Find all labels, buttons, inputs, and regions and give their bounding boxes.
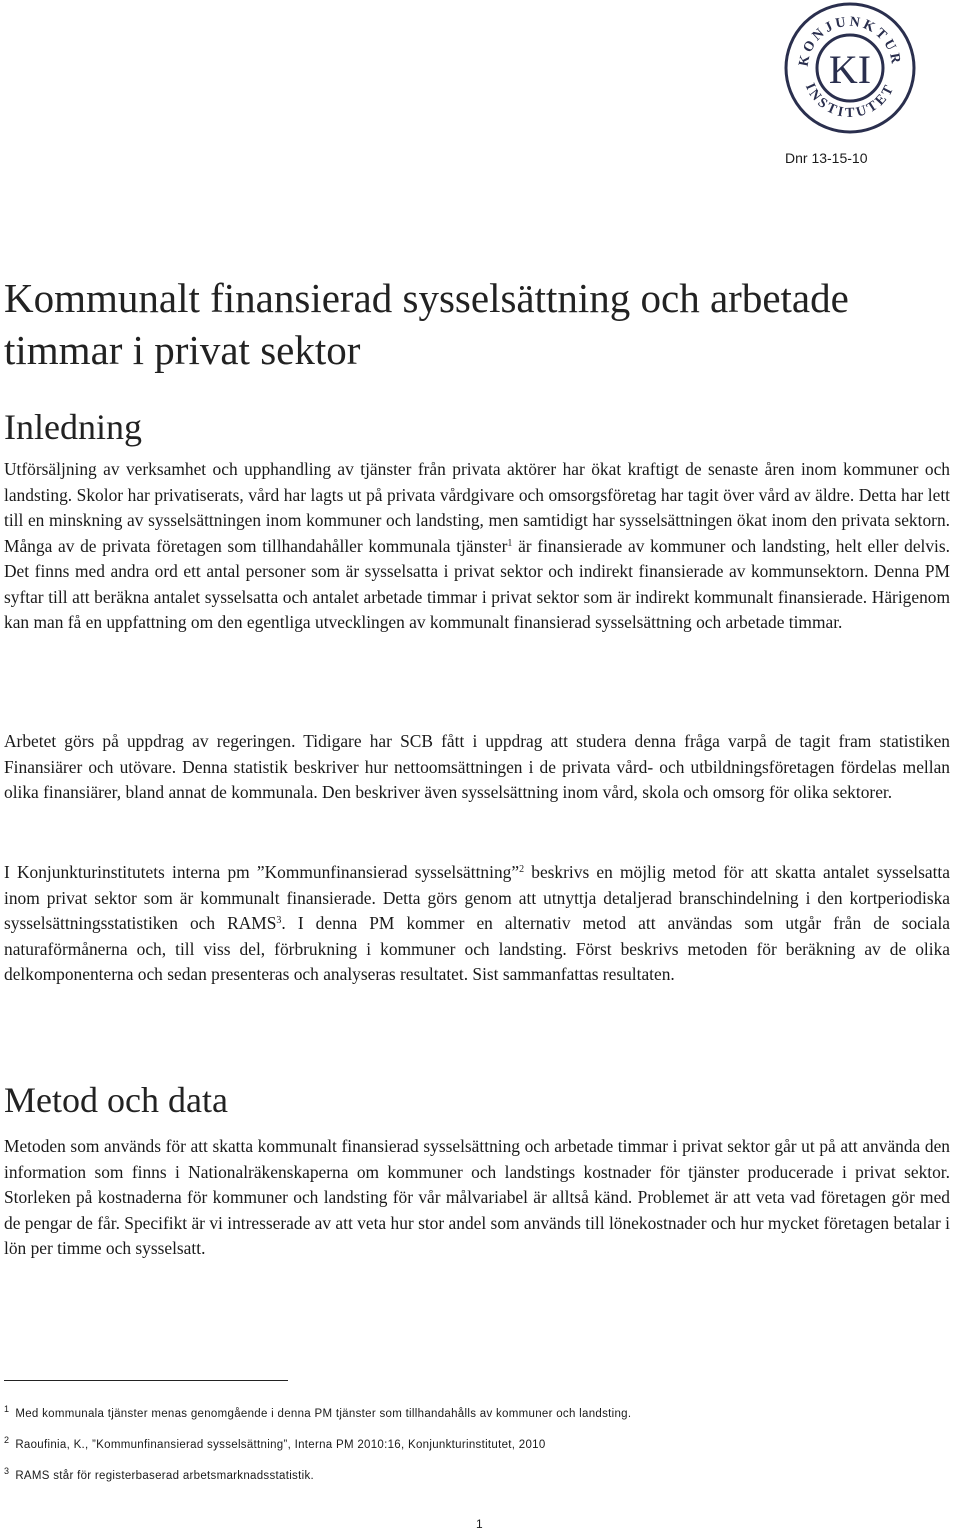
paragraph-text: I Konjunkturinstitutets interna pm ”Kommunfinansierad sysselsättning”	[4, 862, 520, 882]
document-number: Dnr 13-15-10	[785, 150, 868, 166]
paragraph-metod-1: Metoden som används för att skatta kommunalt finansierad sysselsättning och arbetade timmar i privat sektor går ut på att använda den information som finns i Nationalräkenskaperna om kommuner och landstings kostnader för tjänster producerade i privat sektor. Storleken på kostnaderna för kommuner och landsting för vår målvariabel är alltså känd. Problemet är att veta vad företagen gör med de pengar de får. Specifikt är vi intresserade av att veta hur stor andel som används till lönekostnader och hur mycket företagen betalar i lön per timme och sysselsatt.	[4, 1136, 950, 1258]
logo-text-bottom: INSTITUTET	[801, 80, 899, 122]
footnote-ref-3: 3	[276, 915, 282, 926]
footnote-2	[4, 1435, 546, 1451]
paragraph-intro-1	[4, 457, 950, 636]
footnote-3	[4, 1466, 315, 1482]
footnote-text: Med kommunala tjänster menas genomgående i denna PM tjänster som tillhandahålls av kommuner och landsting.	[15, 1408, 632, 1420]
logo-monogram: KI	[828, 47, 872, 92]
page-number: 1	[476, 1517, 483, 1531]
paragraph-text: Utförsäljning av verksamhet och upphandling av tjänster från privata aktörer har ökat kraftigt de senaste åren inom kommuner och landsting. Skolor har privatiserats, vård har lagts ut på privata vårdgivare och omsorgsföretag har tagit över vård av äldre. Detta har lett till en minskning av sysselsättningen inom kommuner och landsting, men samtidigt har sysselsättningen ökat inom den privata sektorn. Många av de privata företagen som tillhandahåller kommunala tjänster	[4, 459, 950, 556]
footnote-number: 1	[4, 1404, 10, 1414]
document-title: Kommunalt finansierad sysselsättning och arbetade timmar i privat sektor	[4, 275, 849, 373]
section-heading-inledning: Inledning	[4, 407, 142, 447]
paragraph-intro-3	[4, 860, 950, 988]
footnote-text: RAMS står för registerbaserad arbetsmarknadsstatistik.	[15, 1470, 315, 1482]
paragraph-text: beskrivs en möjlig metod för att skatta antalet sysselsatta inom privat sektor som är kommunalt finansierade. Detta görs genom att utnyttja detaljerad branschindelning i den kortperiodiska sysselsättningsstatistiken och RAMS	[4, 862, 950, 933]
footnote-number: 2	[4, 1435, 10, 1445]
footnote-ref-1: 1	[507, 537, 513, 549]
paragraph-intro-2: Arbetet görs på uppdrag av regeringen. Tidigare har SCB fått i uppdrag att studera denna fråga varpå de tagit fram statistiken Finansiärer och utövare. Denna statistik beskriver hur nettoomsättningen i de privata vård- och utbildningsföretagen fördelas mellan olika finansiärer, bland annat de kommunala. Den beskriver även sysselsättning inom vård, skola och omsorg för olika sektorer.	[4, 731, 950, 802]
logo-text-top: KONJUNKTUR	[796, 14, 904, 68]
footnote-text: Raoufinia, K., ”Kommunfinansierad sysselsättning”, Interna PM 2010:16, Konjunkturinstitutet, 2010	[15, 1439, 546, 1451]
footnote-number: 3	[4, 1466, 10, 1476]
paragraph-text: är finansierade av kommuner och landsting, helt eller delvis. Det finns med andra ord ett antal personer som är sysselsatta i privat sektor och indirekt finansierade av kommunsektorn. Denna PM syftar till att beräkna antalet sysselsatta och antalet arbetade timmar i privat sektor som är indirekt kommunalt finansierade. Härigenom kan man få en uppfattning om den egentliga utvecklingen av kommunalt finansierad sysselsättning och arbetade timmar.	[4, 535, 951, 632]
footnote-1	[4, 1404, 632, 1420]
konjunkturinstitutet-logo	[782, 0, 918, 136]
paragraph-text: . I denna PM kommer en alternativ metod att användas som utgår från de sociala naturaförmånerna och, till viss del, förbrukning i kommuner och landsting. Först beskrivs metoden för beräkning av de olika delkomponenterna och sedan presenteras och analyseras resultatet. Sist sammanfattas resultaten.	[4, 913, 950, 984]
footnote-ref-2: 2	[519, 864, 525, 875]
section-heading-metod-och-data: Metod och data	[4, 1080, 228, 1120]
footnote-divider	[4, 1380, 288, 1381]
